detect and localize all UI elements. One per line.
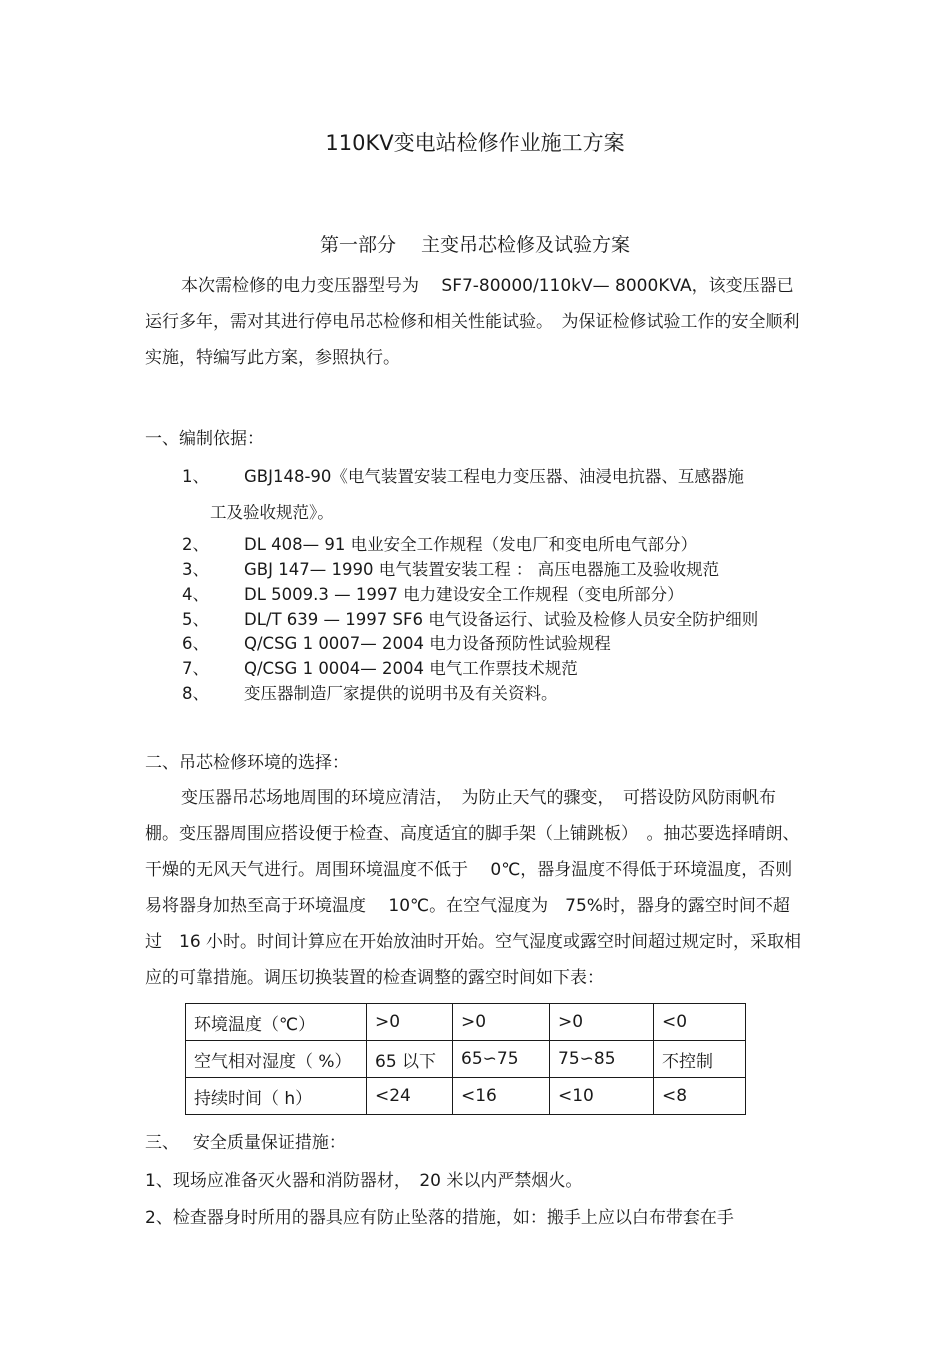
section-2-text: 变压器吊芯场地周围的环境应清洁， 为防止天气的骤变， 可搭设防风防雨帆布棚。变压器周围应搭设便于检查、高度适宜的脚手架（上铺跳板） 。抽芯要选择晴朗、干燥的无风天气进行。周围环境温度不低于 0℃，器身温度不得低于环境温度，否则易将器身加热至高于环境温度 10℃。在空气湿度为 75%时，器身的露空时间不超过 16 小时。时间计算应在开始放油时开始。空气湿度或露空时间超过规定时，采取相应的可靠措施。调压切换装置的检查调整的露空时间如下表： [145,788,802,988]
table-cell: <16 [453,1078,550,1115]
section-2-paragraph [145,780,805,996]
table-cell: 65∽75 [453,1041,550,1078]
reference-number: 7、 [182,659,209,678]
reference-text: DL 5009.3 — 1997 电力建设安全工作规程（变电所部分） [244,585,684,604]
reference-text: GBJ148-90《电气装置安装工程电力变压器、油浸电抗器、互感器施 [244,467,744,486]
reference-text: Q/CSG 1 0007— 2004 电力设备预防性试验规程 [244,634,611,653]
document-title: 110KV变电站检修作业施工方案 [325,131,625,155]
measure-item: 1、现场应准备灭火器和消防器材， 20 米以内严禁烟火。 [145,1171,583,1191]
reference-number: 8、 [182,684,209,703]
table-cell: 不控制 [654,1041,746,1078]
table-cell: 75∽85 [550,1041,654,1078]
table-cell: <24 [367,1078,453,1115]
table-cell: >0 [550,1004,654,1041]
reference-item [182,531,822,554]
table-row [186,1078,746,1115]
reference-item [182,556,822,579]
reference-item [182,581,822,604]
reference-item [182,655,822,678]
table-cell: 持续时间（ h） [186,1078,367,1115]
reference-text: 变压器制造厂家提供的说明书及有关资料。 [244,684,558,703]
table-cell: >0 [453,1004,550,1041]
exposure-time-table [185,1003,746,1115]
reference-number: 4、 [182,585,209,604]
table-row [186,1004,746,1041]
table-row [186,1041,746,1078]
table-cell: <0 [654,1004,746,1041]
part-title: 第一部分 主变吊芯检修及试验方案 [319,234,631,256]
section-1-heading: 一、编制依据： [145,429,264,449]
table-cell: 65 以下 [367,1041,453,1078]
reference-text: DL 408— 91 电业安全工作规程（发电厂和变电所电气部分） [244,535,698,554]
reference-text-continued: 工及验收规范》。 [210,503,334,522]
reference-number: 5、 [182,610,209,629]
section-3-heading: 三、 安全质量保证措施： [145,1133,346,1153]
intro-text: 本次需检修的电力变压器型号为 SF7-80000/110kV— 8000KVA，该变压器已运行多年，需对其进行停电吊芯检修和相关性能试验。 为保证检修试验工作的安全顺利实施，特编写此方案，参照执行。 [145,276,800,368]
reference-item [182,630,822,653]
reference-number: 1、 [182,467,209,486]
table-cell: <10 [550,1078,654,1115]
reference-number: 2、 [182,535,209,554]
reference-item [182,463,822,486]
reference-number: 3、 [182,560,209,579]
reference-number: 6、 [182,634,209,653]
table-cell: >0 [367,1004,453,1041]
intro-paragraph [145,268,805,376]
reference-text: Q/CSG 1 0004— 2004 电气工作票技术规范 [244,659,578,678]
measure-item: 2、检查器身时所用的器具应有防止坠落的措施，如：搬手上应以白布带套在手 [145,1208,734,1228]
reference-item [182,680,822,703]
table-cell: 环境温度（℃） [186,1004,367,1041]
section-2-heading: 二、吊芯检修环境的选择： [145,753,349,773]
reference-item [182,606,822,629]
reference-text: DL/T 639 — 1997 SF6 电气设备运行、试验及检修人员安全防护细则 [244,610,759,629]
table-cell: 空气相对湿度（ %） [186,1041,367,1078]
reference-text: GBJ 147— 1990 电气装置安装工程 ： 高压电器施工及验收规范 [244,560,720,579]
table-cell: <8 [654,1078,746,1115]
